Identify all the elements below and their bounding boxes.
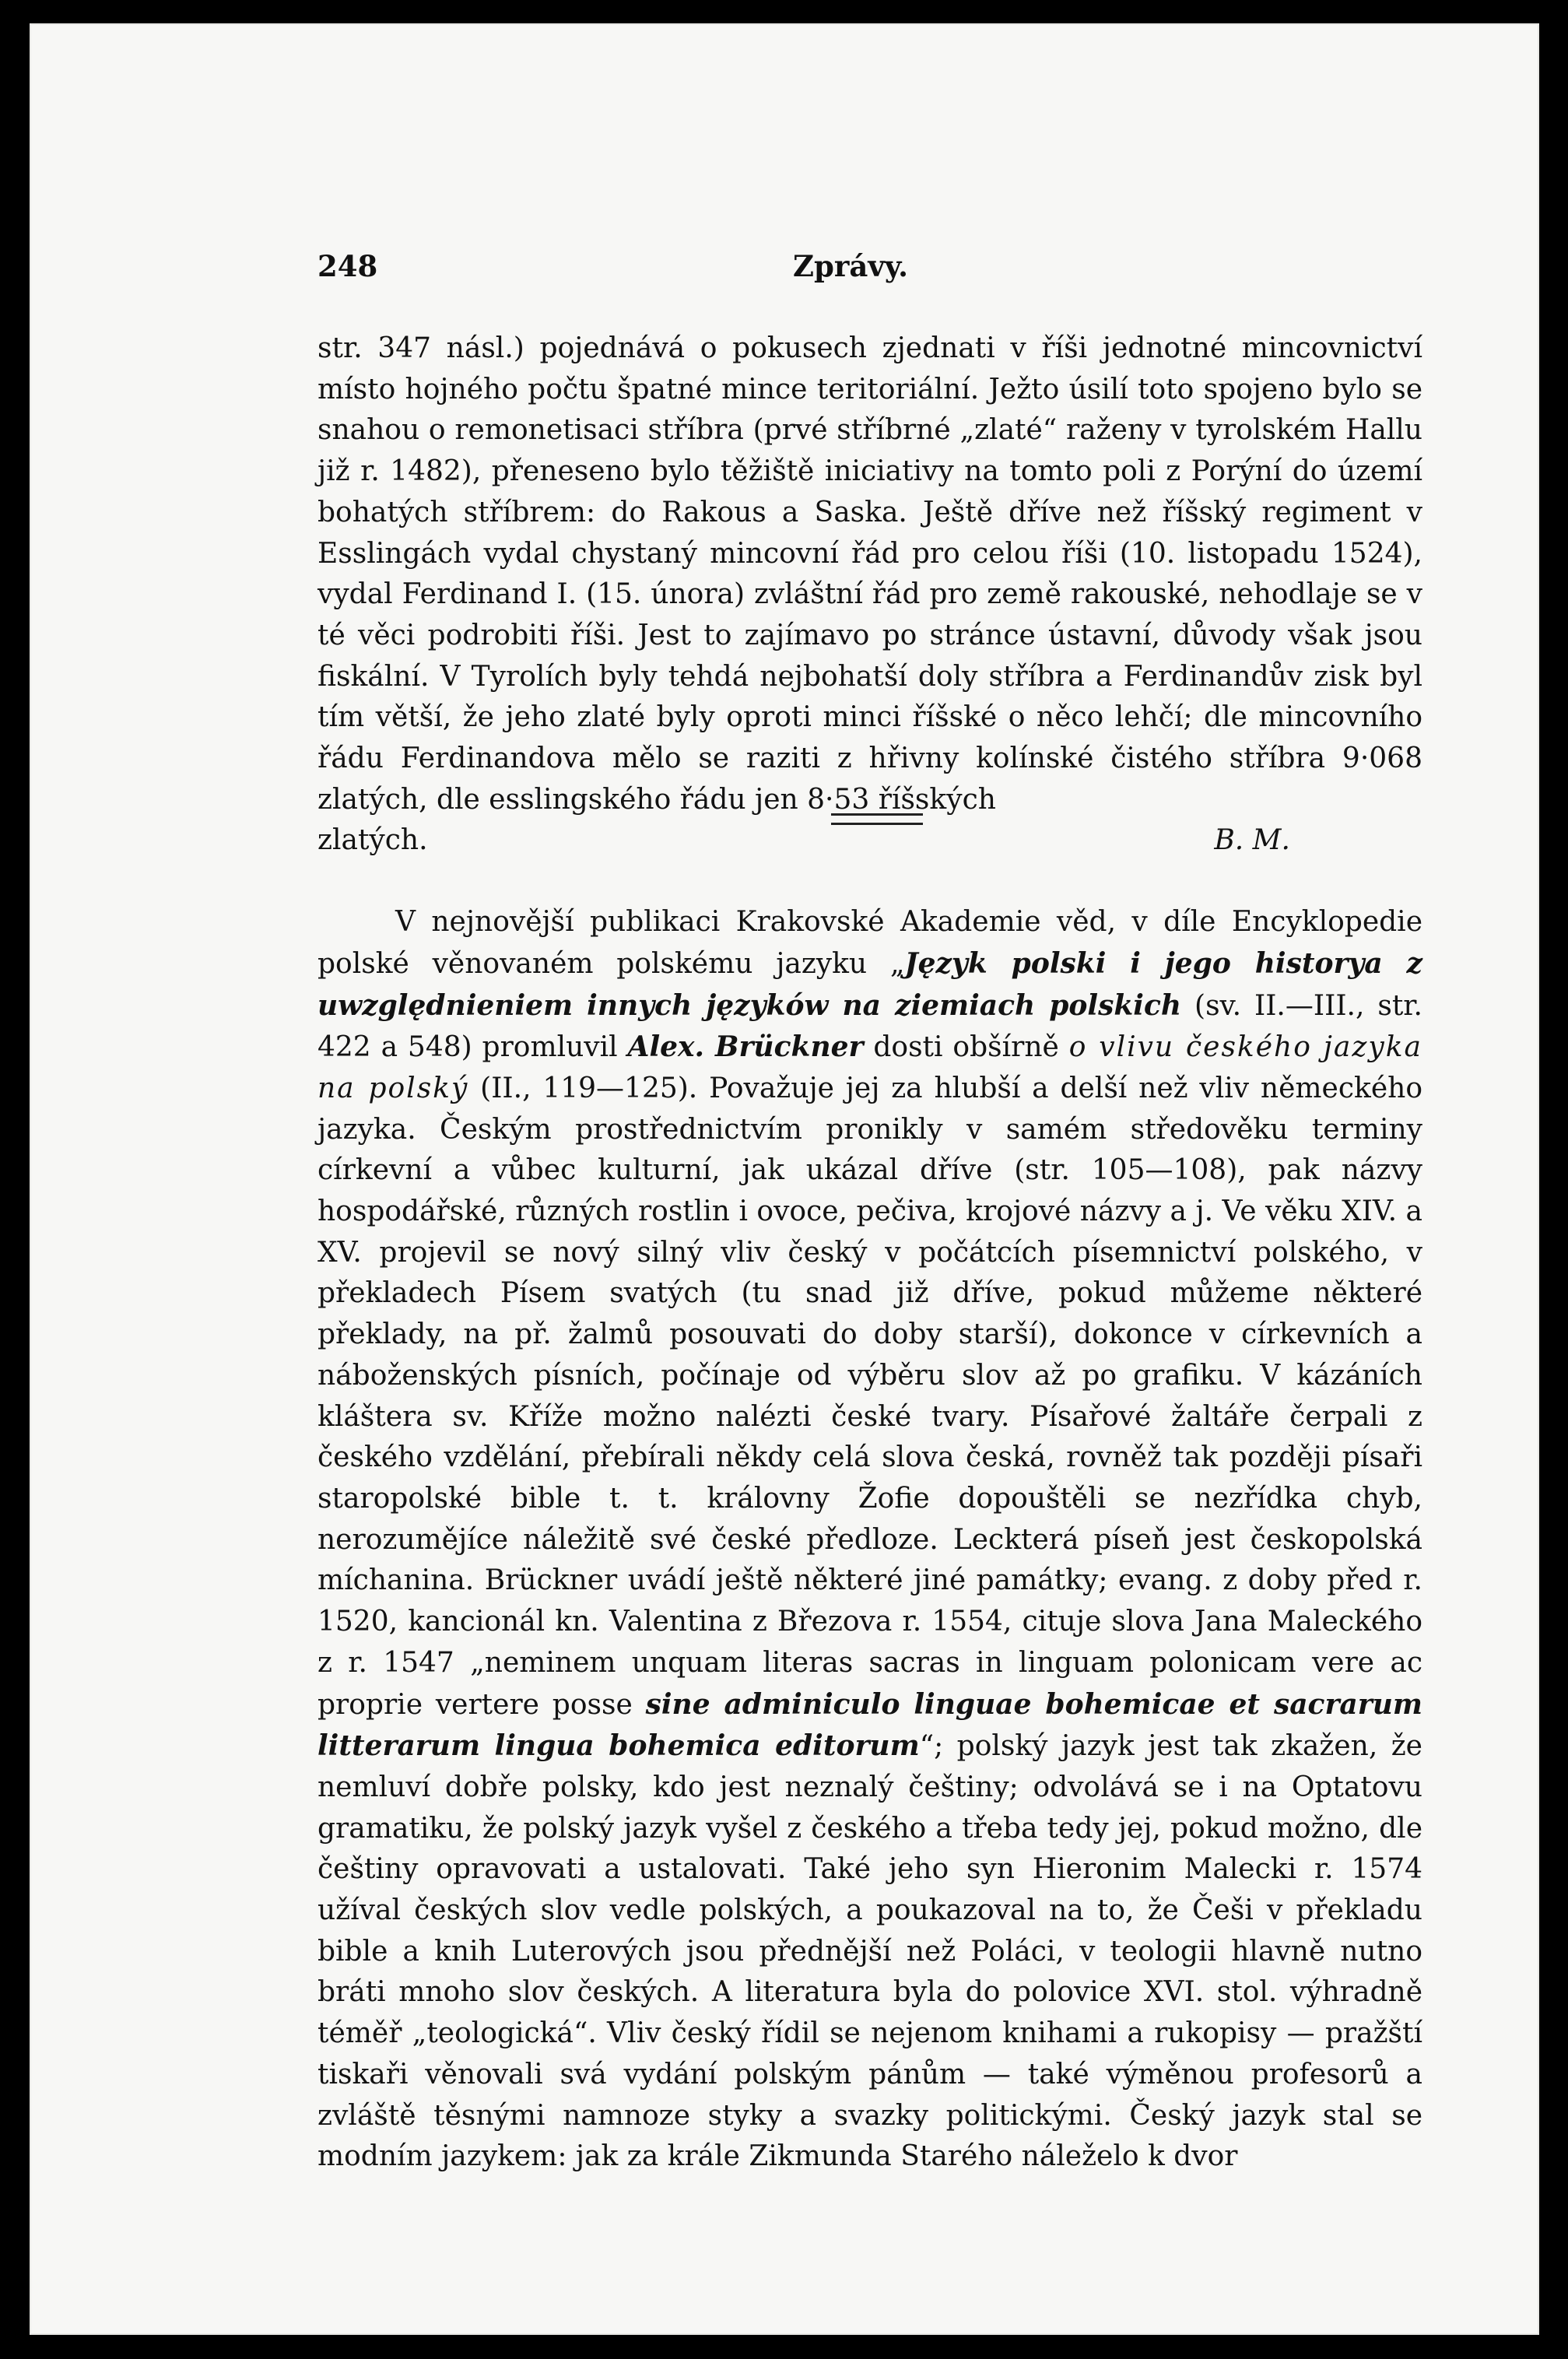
article-2-work-title: Język polski i jego historya z uwzględnieniem innych języków na ziemiach polskich [317, 946, 1422, 1022]
article-1-last-word: zlatých. [317, 824, 428, 857]
page-content [317, 328, 1422, 2178]
page-header [317, 249, 1384, 296]
section-divider [831, 813, 923, 825]
article-1-text: str. 347 násl.) pojednává o pokusech zjednati v říši jednotné mincovnictví místo hojného počtu špatné mince teritoriální. Ježto úsilí toto spojeno bylo se snahou o remonetisaci stříbra (prvé stříbrné „zlaté“ raženy v tyrolském Hallu již r. 1482), přeneseno bylo těžiště iniciativy na tomto poli z Porýní do území bohatých stříbrem: do Rakous a Saska. Ještě dříve než říšský regiment v Esslingách vydal chystaný mincovní řád pro celou říši (10. listopadu 1524), vydal Ferdinand I. (15. února) zvláštní řád pro země rakouské, nehodlaje se v té věci podrobiti říši. Jest to zajímavo po stránce ústavní, důvody však jsou fiskální. V Tyrolích byly tehdá nejbohatší doly stříbra a Ferdinandův zisk byl tím větší, že jeho zlaté byly oproti minci říšské o něco lehčí; dle mincovního řádu Ferdinandova mělo se raziti z hřivny kolínské čistého stříbra 9·068 zlatých, dle esslingského řádu jen 8·53 říšských [317, 332, 1422, 816]
article-2-main-text: (II., 119—125). Považuje jej za hlubší a delší než vliv německého jazyka. Českým prostřednictvím pronikly v samém středověku terminy církevní a vůbec kulturní, jak ukázal dříve (str. 105—108), pak názvy hospodářské, různých rostlin i ovoce, pečiva, krojové názvy a j. Ve věku XIV. a XV. projevil se nový silný vliv český v počátcích písemnictví polského, v překladech Písem svatých (tu snad již dříve, pokud můžeme některé překlady, na př. žalmů posouvati do doby starší), dokonce v církevních a náboženských písních, počínaje od výběru slov až po grafiku. V kázáních klášterа sv. Kříže možno nalézti české tvary. Písařové žaltáře čerpali z českého vzdělání, přebírali někdy celá slova česká, rovněž tak později písaři staropolské bible t. t. královny Žofie dopouštěli se nezřídka chyb, nerozumějíce náležitě své české předloze. Leckterá píseň jest českopolská míchanina. Brückner uvádí ještě některé jiné památky; evang. z doby před r. 1520, kancionál kn. Valentina z Březova r. 1554, cituje slova Jana Maleckého z r. 1547 „neminem unquam literas sacras in linguam polonicam vere ac proprie vertere posse [317, 1072, 1422, 1721]
page-number: 248 [317, 249, 378, 283]
article-2-connector: dosti obšírně [863, 1031, 1069, 1064]
running-title: Zprávy. [793, 249, 908, 283]
document-page [30, 23, 1539, 2335]
article-1-body [317, 328, 1422, 820]
article-2-intro: V nejnovější publikaci Krakovské Akademie věd, v díle Encyklopedie polské věnovaném polskému jazyku „ [317, 906, 1422, 980]
article-2-latin-quote: sine adminiculo linguae bohemicae et sacrarum litterarum lingua bohemica editorum [317, 1687, 1422, 1763]
article-1-signature: B. M. [1214, 824, 1290, 857]
article-2-author: Alex. Brückner [627, 1030, 864, 1064]
article-2-topic: o vlivu českého jazyka na polský [317, 1031, 1422, 1104]
article-1-end [317, 820, 1422, 862]
article-2-volume-info: (sv. II.—III., str. 422 a 548) promluvil [317, 989, 1423, 1064]
article-2-closing-text: “; polský jazyk jest tak zkažen, že nemluví dobře polsky, kdo jest neznalý češtiny; odvolává se i na Optatovu gramatiku, že polský jazyk vyšel z českého a třeba tedy jej, pokud možno, dle češtiny opravovati a ustalovati. Také jeho syn Hieronim Malecki r. 1574 užíval českých slov vedle polských, a poukazoval na to, že Češi v překladu bible a knih Luterových jsou přednější než Poláci, v teologii hlavně nutno bráti mnoho slov českých. A literatura byla do polovice XVI. stol. výhradně téměř „teologická“. Vliv český řídil se nejenom knihami a rukopisy — pražští tiskaři věnovali svá vydání polským pánům — také výměnou profesorů a zvláště těsnými namnoze styky a svazky politickými. Český jazyk stal se modním jazykem: jak za krále Zikmunda Starého náleželo k dvor [317, 1730, 1422, 2173]
article-2-body [317, 902, 1422, 2178]
